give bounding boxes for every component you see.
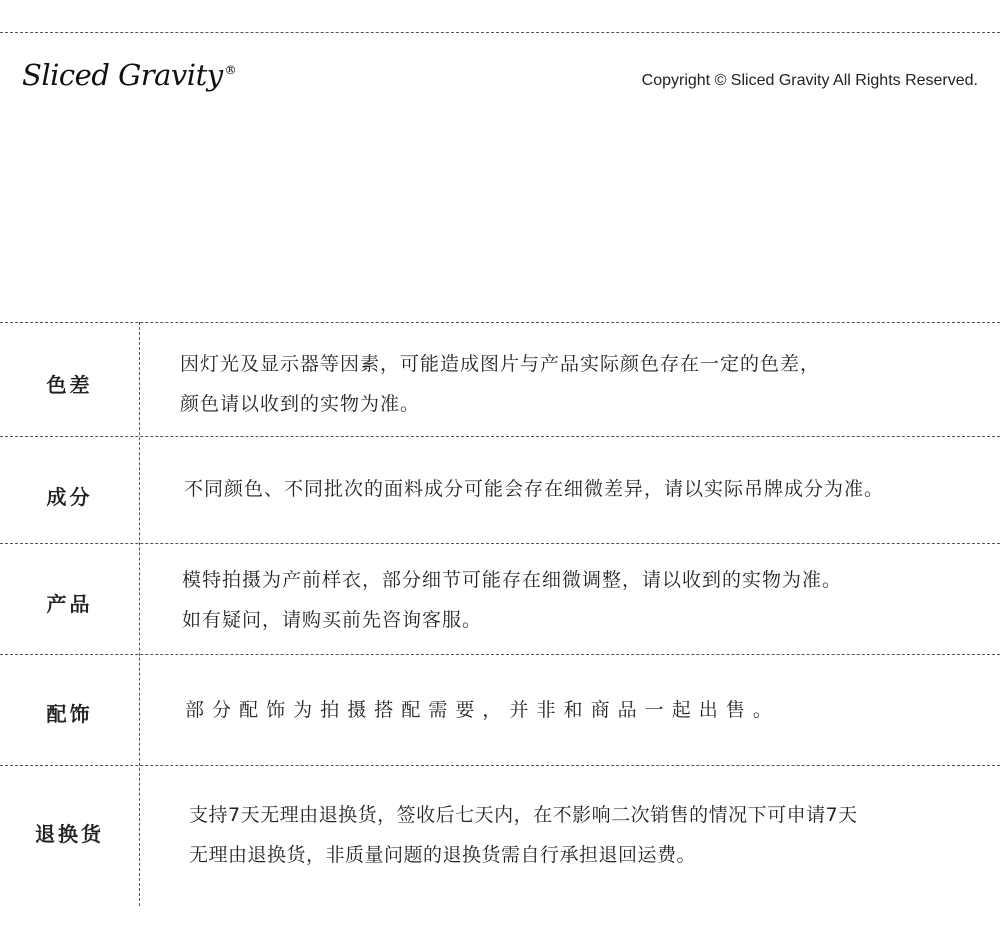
brand-logo [22,58,236,92]
table-divider [0,543,1000,544]
row-text-accessories [185,690,773,730]
text-line: 支持7天无理由退换货，签收后七天内，在不影响二次销售的情况下可申请7天 [189,804,858,826]
row-label-composition: 成分 [46,485,93,509]
top-divider [0,32,1000,33]
text-line: 如有疑问，请购买前先咨询客服。 [182,609,483,631]
row-label-returns: 退换货 [35,822,104,846]
row-label-color-difference: 色差 [46,373,93,397]
table-divider [0,436,1000,437]
row-text-color-difference [180,344,820,424]
row-text-product [182,560,842,640]
table-column-divider [139,322,140,906]
brand-name: Sliced Gravity [22,58,223,92]
text-line: 不同颜色、不同批次的面料成分可能会存在细微差异，请以实际吊牌成分为准。 [184,478,885,500]
row-label-product: 产品 [46,592,93,616]
row-text-returns [189,795,858,875]
table-divider [0,654,1000,655]
registered-mark: ® [224,63,237,78]
table-divider [0,765,1000,766]
text-line: 无理由退换货，非质量问题的退换货需自行承担退回运费。 [189,844,697,866]
text-line: 部 分 配 饰 为 拍 摄 搭 配 需 要 ， 并 非 和 商 品 一 起 出 售 。 [185,699,773,721]
text-line: 因灯光及显示器等因素，可能造成图片与产品实际颜色存在一定的色差， [180,353,821,375]
row-label-accessories: 配饰 [46,702,93,726]
row-text-composition [184,469,884,509]
copyright-notice: Copyright © Sliced Gravity All Rights Reserved. [641,72,978,89]
text-line: 颜色请以收到的实物为准。 [180,393,421,415]
table-divider [0,322,1000,323]
text-line: 模特拍摄为产前样衣，部分细节可能存在细微调整，请以收到的实物为准。 [182,569,843,591]
